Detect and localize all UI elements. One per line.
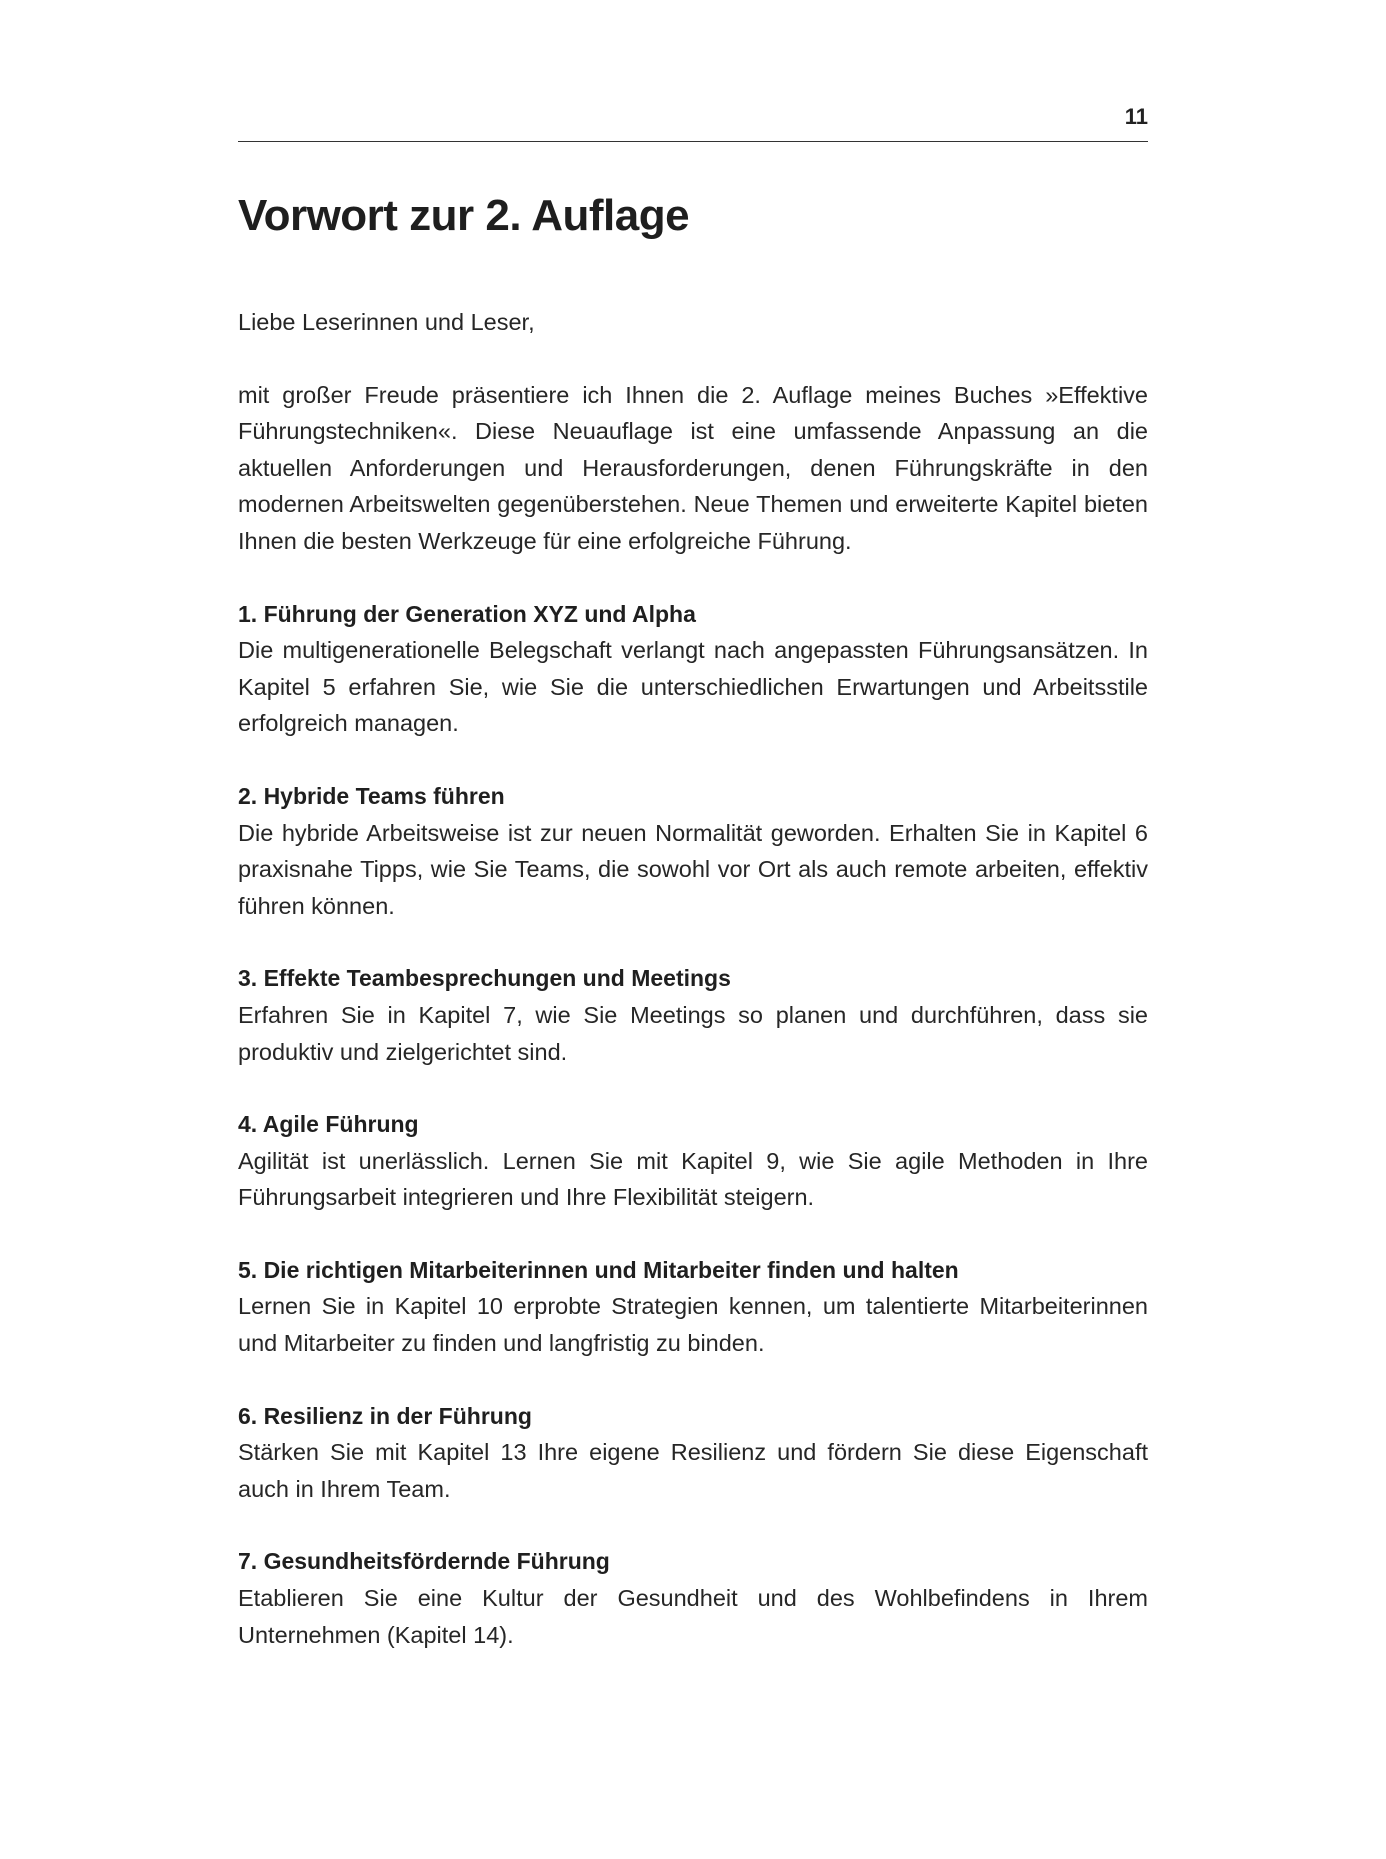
section-heading: 2. Hybride Teams führen — [238, 782, 505, 809]
section-text: Agilität ist unerlässlich. Lernen Sie mit Kapitel 9, wie Sie agile Methoden in Ihre Führungsarbeit integrieren und Ihre Flexibilität steigern. — [238, 1147, 1148, 1211]
page-number: 11 — [1124, 104, 1148, 129]
header-rule — [238, 141, 1148, 142]
section-heading: 5. Die richtigen Mitarbeiterinnen und Mitarbeiter finden und halten — [238, 1256, 959, 1283]
section-text: Die hybride Arbeitsweise ist zur neuen Normalität geworden. Erhalten Sie in Kapitel 6 praxisnahe Tipps, wie Sie Teams, die sowohl vor Ort als auch remote arbeiten, effektiv führen können. — [238, 819, 1148, 919]
section-1 — [238, 596, 1148, 742]
section-2 — [238, 778, 1148, 924]
section-5 — [238, 1252, 1148, 1362]
chapter-title: Vorwort zur 2. Auflage — [238, 191, 690, 240]
section-heading: 1. Führung der Generation XYZ und Alpha — [238, 600, 696, 627]
section-4 — [238, 1106, 1148, 1216]
section-7 — [238, 1543, 1148, 1653]
section-text: Stärken Sie mit Kapitel 13 Ihre eigene Resilienz und fördern Sie diese Eigenschaft auch in Ihrem Team. — [238, 1439, 1148, 1502]
section-3 — [238, 960, 1148, 1070]
intro-paragraph: mit großer Freude präsentiere ich Ihnen die 2. Auflage meines Buches »Effektive Führungstechniken«. Diese Neuauflage ist eine umfassende Anpassung an die aktuellen Anforderungen und Herausforderungen, denen Führungskräfte in den modernen Arbeitswelten gegenüberstehen. Neue Themen und erweiterte Kapitel bieten Ihnen die besten Werkzeuge für eine erfolgreiche Führung. — [238, 381, 1148, 554]
section-heading: 6. Resilienz in der Führung — [238, 1402, 532, 1429]
section-text: Erfahren Sie in Kapitel 7, wie Sie Meetings so planen und durchführen, dass sie produktiv und zielgerichtet sind. — [238, 1001, 1148, 1065]
section-6 — [238, 1398, 1148, 1508]
section-heading: 4. Agile Führung — [238, 1111, 419, 1138]
section-heading: 3. Effekte Teambesprechungen und Meetings — [238, 965, 731, 992]
section-heading: 7. Gesundheitsfördernde Führung — [238, 1548, 610, 1575]
section-text: Die multigenerationelle Belegschaft verlangt nach angepassten Führungsansätzen. In Kapitel 5 erfahren Sie, wie Sie die unterschiedlichen Erwartungen und Arbeitsstile erfolgreich managen. — [238, 637, 1148, 737]
section-text: Lernen Sie in Kapitel 10 erprobte Strategien kennen, um talentierte Mitarbeiterinnen und Mitarbeiter zu finden und langfristig zu binden. — [238, 1293, 1148, 1357]
section-text: Etablieren Sie eine Kultur der Gesundheit und des Wohlbefindens in Ihrem Unternehmen (Kapitel 14). — [238, 1585, 1148, 1648]
body-text — [238, 304, 1148, 1653]
greeting: Liebe Leserinnen und Leser, — [238, 309, 535, 335]
